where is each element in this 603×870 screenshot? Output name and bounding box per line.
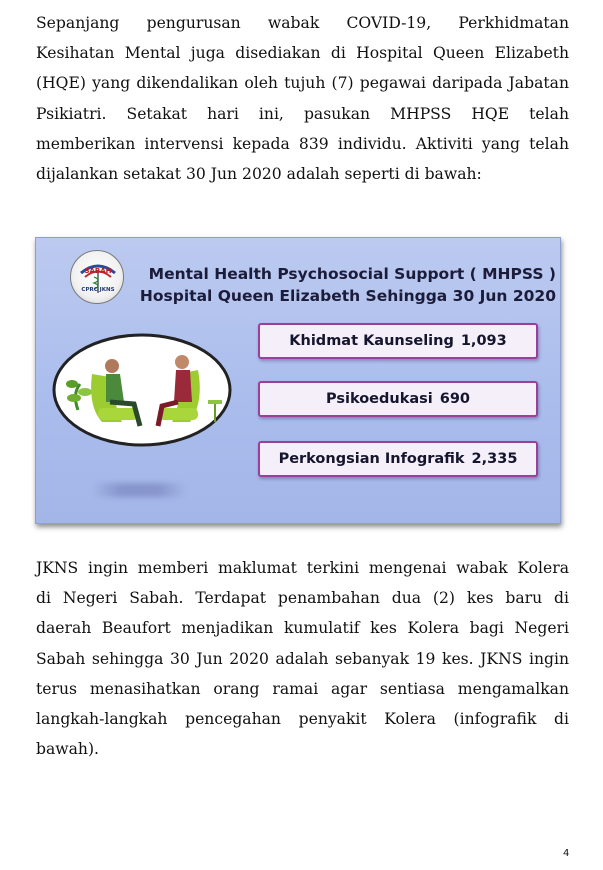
paragraph-line: dijalankan setakat 30 Jun 2020 adalah seperti di bawah: xyxy=(36,165,482,184)
stat-box-psikoedukasi xyxy=(258,381,538,417)
counseling-session-icon xyxy=(50,322,240,462)
infographic-title-line-2: Hospital Queen Elizabeth Sehingga 30 Jun 2020 xyxy=(139,287,556,305)
stat-value: 690 xyxy=(439,391,471,407)
stat-value: 2,335 xyxy=(471,451,518,467)
mhpss-infographic xyxy=(35,237,561,524)
health-emblem-icon xyxy=(70,250,124,304)
paragraph-line: JKNS ingin memberi maklumat terkini mengenai wabak Kolera xyxy=(36,559,569,577)
stat-box-kaunseling xyxy=(258,323,538,359)
page-number: 4 xyxy=(563,848,570,859)
paragraph-line: bawah). xyxy=(36,740,100,759)
infographic-title xyxy=(126,263,556,307)
emblem-graphic xyxy=(71,251,125,305)
paragraph-line: terus menasihatkan orang ramai agar sentiasa mengamalkan xyxy=(36,679,569,698)
stat-label: Psikoedukasi xyxy=(325,391,433,407)
paragraph-line: daerah Beaufort menjadikan kumulatif kes Kolera bagi Negeri xyxy=(36,619,569,638)
stat-label: Khidmat Kaunseling xyxy=(289,333,454,349)
paragraph-line: memberikan intervensi kepada 839 individu. Aktiviti yang telah xyxy=(36,134,569,153)
stat-label: Perkongsian Infografik xyxy=(278,451,465,467)
stat-value: 1,093 xyxy=(460,333,507,349)
stat-box-infografik xyxy=(258,441,538,477)
paragraph-line: Sabah sehingga 30 Jun 2020 adalah sebanyak 19 kes. JKNS ingin xyxy=(36,649,569,668)
paragraph-mhpss xyxy=(36,8,569,189)
paragraph-kolera xyxy=(36,553,569,764)
paragraph-line: Kesihatan Mental juga disediakan di Hospital Queen Elizabeth xyxy=(36,44,569,63)
blurred-caption xyxy=(92,483,187,497)
paragraph-line: Sepanjang pengurusan wabak COVID-19, Perkhidmatan xyxy=(36,14,569,32)
paragraph-line: di Negeri Sabah. Terdapat penambahan dua (2) kes baru di xyxy=(36,589,569,608)
logo-text-top: SABAH xyxy=(84,267,112,275)
infographic-title-line-1: Mental Health Psychosocial Support ( MHPSS ) xyxy=(148,265,556,283)
paragraph-line: langkah-langkah pencegahan penyakit Kolera (infografik di xyxy=(36,710,569,729)
paragraph-line: Psikiatri. Setakat hari ini, pasukan MHPSS HQE telah xyxy=(36,104,569,123)
logo-text-bottom: CPRC JKNS xyxy=(81,287,115,293)
paragraph-line: (HQE) yang dikendalikan oleh tujuh (7) pegawai daripada Jabatan xyxy=(36,74,569,93)
